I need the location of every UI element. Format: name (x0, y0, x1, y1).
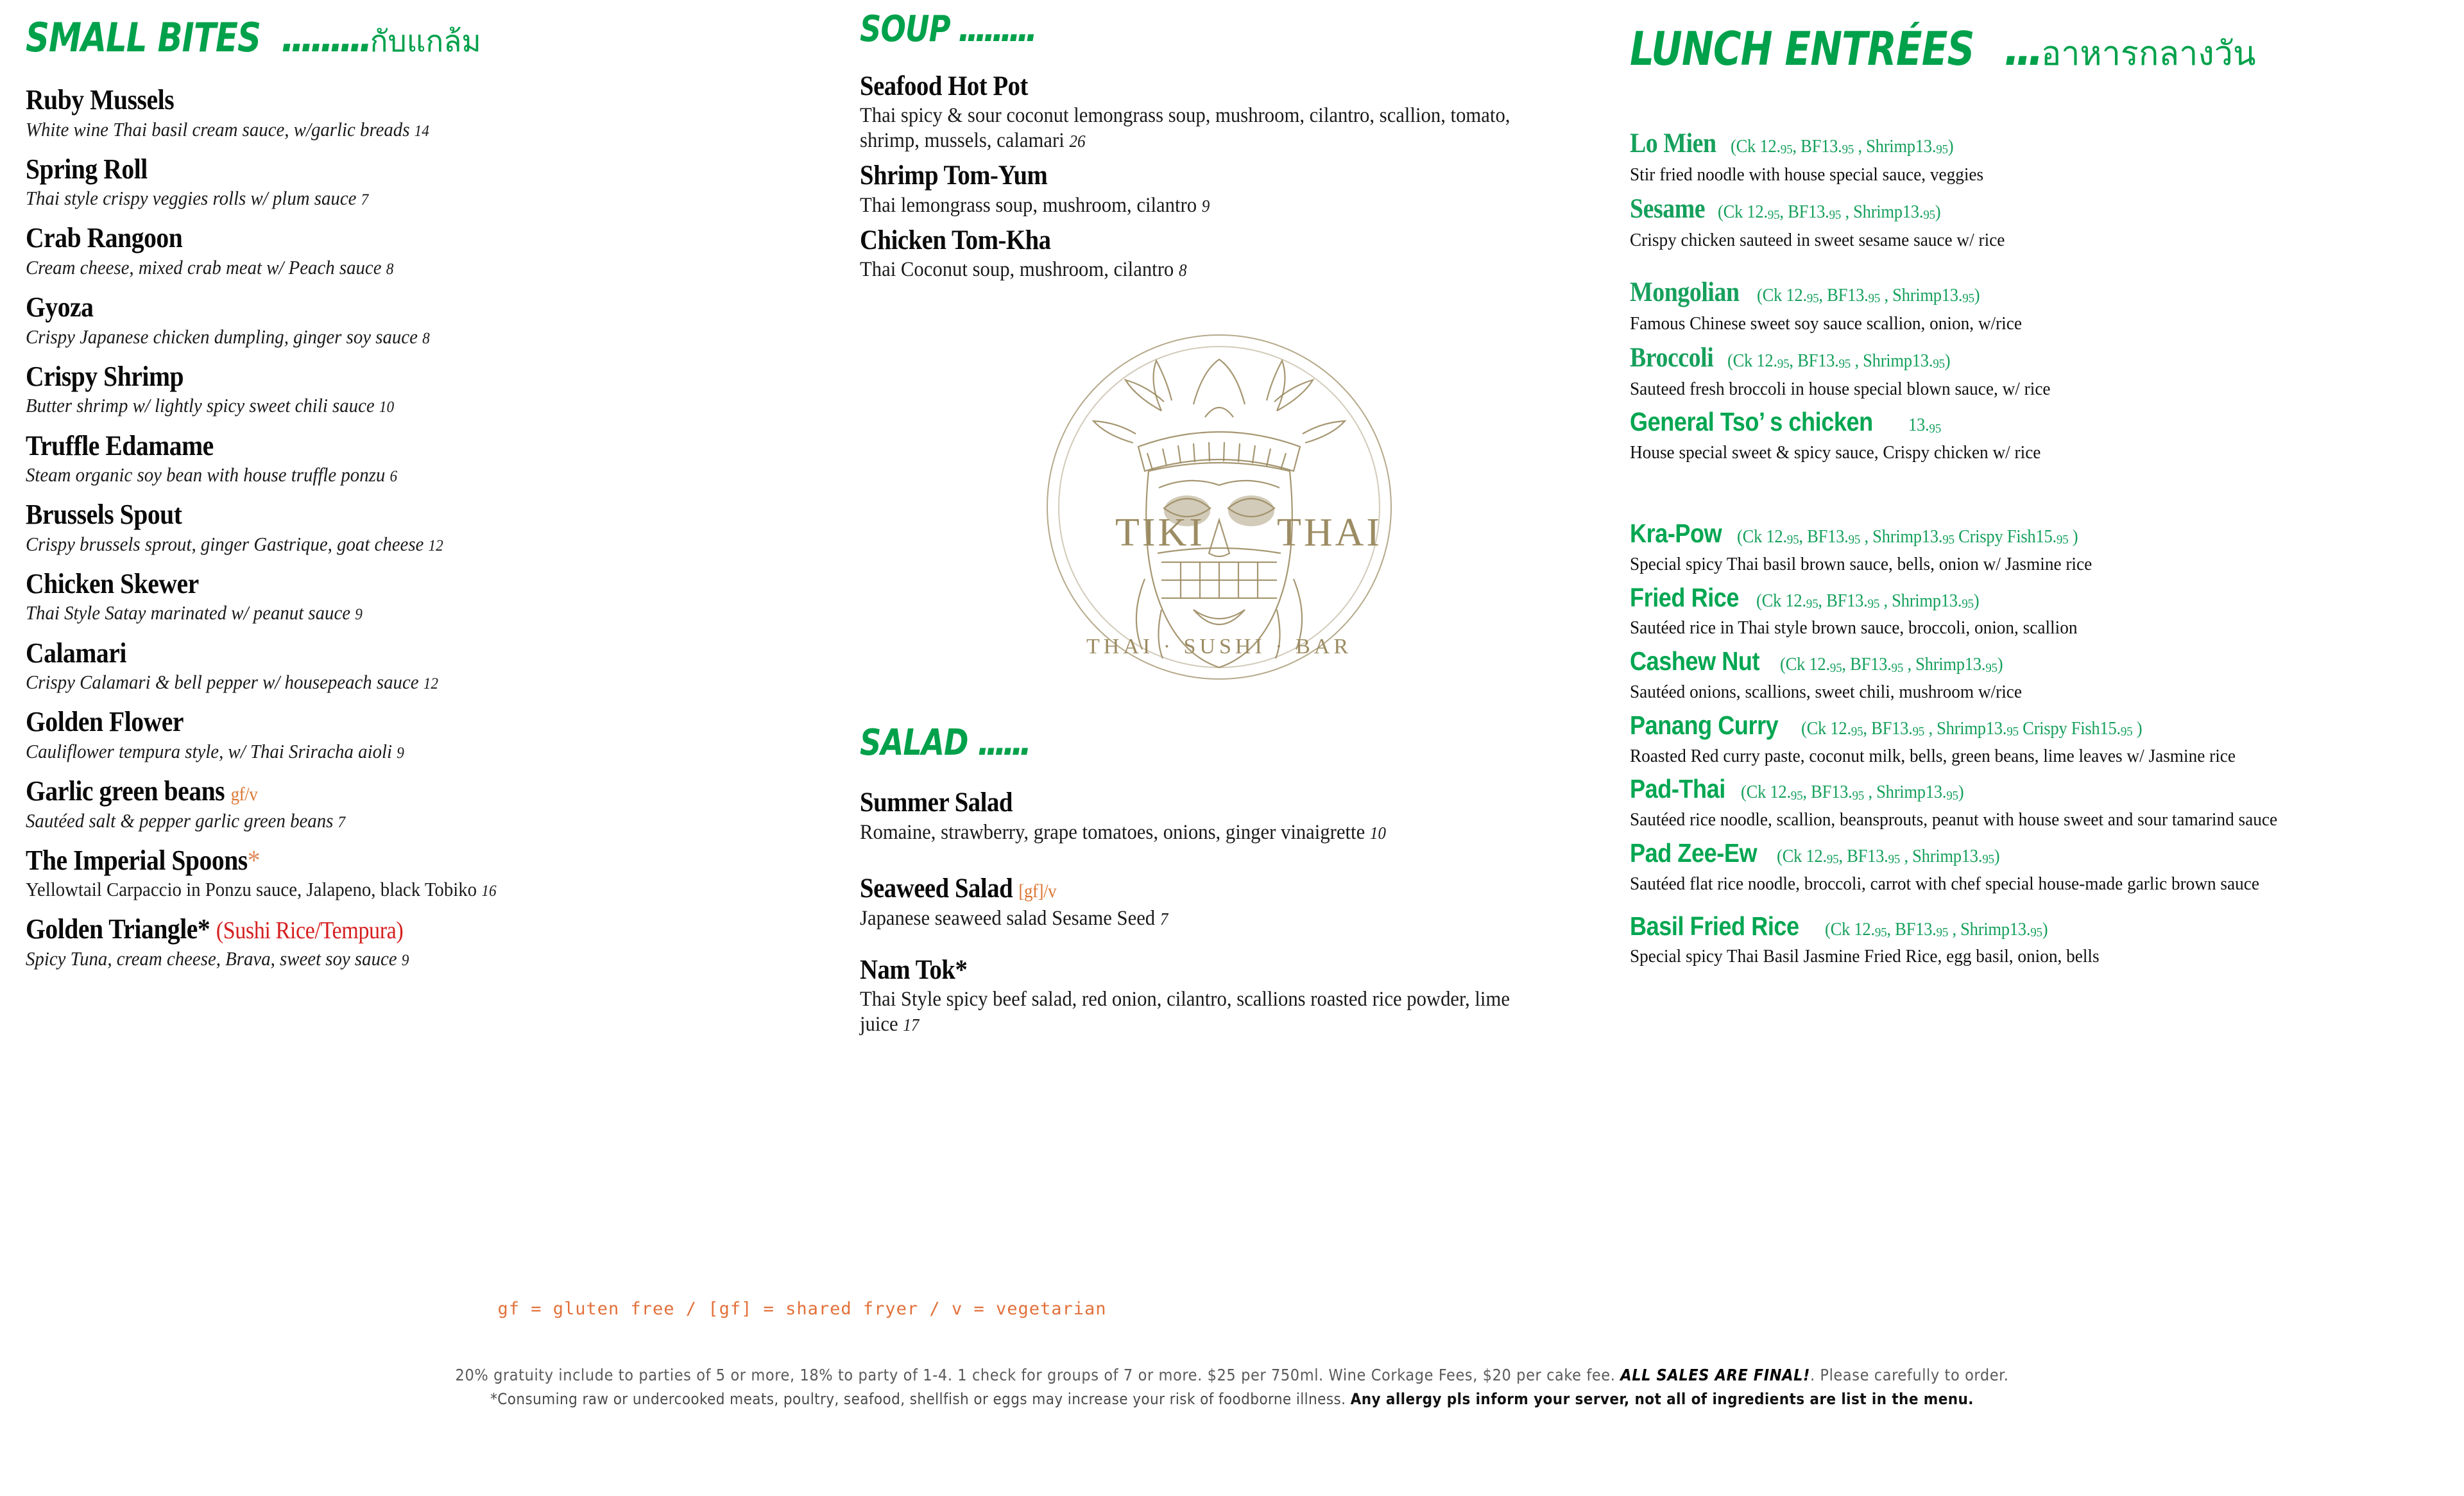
tiki-thai-logo-icon (1001, 327, 1437, 687)
dish-name: Seafood Hot Pot (860, 71, 1028, 101)
dish-price: 16 (481, 882, 497, 900)
dish-price: 9 (1201, 196, 1210, 216)
dish-desc-text: Thai Style Satay marinated w/ peanut sauce (26, 601, 351, 624)
entree-description: Special spicy Thai Basil Jasmine Fried Rice, egg basil, onion, bells (1630, 946, 2100, 967)
dish-price: 12 (428, 537, 443, 555)
section-title-en: SALAD (860, 722, 968, 764)
entree-name: Mongolian (1630, 277, 1740, 307)
dish-desc-text: Sautéed salt & pepper garlic green beans (26, 809, 334, 832)
dish-desc-text: Thai Style spicy beef salad, red onion, cilantro, scallions roasted rice powder, lime juice (860, 988, 1510, 1036)
dish-description (26, 739, 754, 763)
dish-desc-text: Steam organic soy bean with house truffle ponzu (26, 463, 386, 486)
section-title-en: SOUP (860, 8, 950, 50)
dish-price: 6 (389, 468, 398, 486)
dish-desc-text: Thai lemongrass soup, mushroom, cilantro (860, 193, 1197, 217)
entree-description: Special spicy Thai basil brown sauce, bells, onion w/ Jasmine rice (1630, 553, 2092, 574)
section-title-thai: อาหารกลางวัน (2041, 35, 2256, 73)
dish-name: Gyoza (26, 291, 94, 323)
entree-heading (1630, 277, 2445, 308)
entree-name: Kra-Pow (1630, 518, 1722, 548)
entree-price: $13._{95}$ (1908, 415, 1942, 436)
dish-name-text: Seaweed Salad (860, 873, 1013, 904)
diet-tag: gf/v (230, 784, 258, 805)
entree-description: Sauteed fresh broccoli in house special blown sauce, w/ rice (1630, 378, 2051, 399)
dish-name-text: The Imperial Spoons (26, 844, 248, 876)
dish-name: Brussels Spout (26, 499, 182, 531)
entree-pad-thai (1630, 775, 2445, 832)
allergy-notice-text: Any allergy pls inform your server, not all of ingredients are list in the menu. (1350, 1390, 1974, 1408)
dish-desc-text: Japanese seaweed salad Sesame Seed (860, 906, 1156, 930)
dish-description (860, 257, 1528, 282)
dish-ruby-mussels (26, 85, 809, 141)
dish-desc-text: Crispy Japanese chicken dumpling, ginger soy sauce (26, 325, 418, 348)
dish-price: 8 (386, 260, 394, 278)
dish-name (26, 914, 730, 945)
entree-heading (1630, 711, 2445, 741)
section-title-en: LUNCH ENTRÉES (1630, 22, 1974, 76)
entree-price: (Ck $12._{95}$, $BF13._{95}$ , $Shrimp13._{95}$ Crispy $Fish15._{95}$ ) (1801, 718, 2143, 739)
dish-price: 8 (422, 329, 430, 347)
dish-desc-text: Crispy Calamari & bell pepper w/ housepeach sauce (26, 671, 419, 694)
dish-price: 12 (423, 675, 439, 693)
entree-name: Panang Curry (1630, 710, 1779, 740)
entree-heading (1630, 408, 2445, 437)
diet-tag: [gf]/v (1018, 881, 1057, 902)
section-title-thai: กับแกล้ม (370, 24, 481, 58)
dish-crab-rangoon (26, 223, 809, 279)
dish-description (26, 117, 754, 141)
dish-price: 10 (1369, 823, 1386, 843)
dish-description (26, 670, 754, 694)
dish-name (860, 874, 1507, 904)
entree-basil-fried-rice (1630, 912, 2445, 970)
dish-shrimp-tom-yum (860, 161, 1579, 218)
dish-description (860, 193, 1528, 218)
dish-description (860, 987, 1528, 1037)
dish-description (860, 906, 1528, 931)
dish-desc-text: Thai Coconut soup, mushroom, cilantro (860, 258, 1174, 282)
dish-description (26, 877, 754, 901)
dish-price: 8 (1178, 261, 1187, 280)
entree-name: Broccoli (1630, 342, 1714, 373)
dish-name: Ruby Mussels (26, 84, 175, 116)
dish-golden-flower (26, 707, 809, 763)
dish-description (26, 601, 754, 624)
entree-general-tsos-chicken (1630, 408, 2445, 465)
dish-desc-text: Cauliflower tempura style, w/ Thai Sriracha aioli (26, 739, 393, 762)
section-header-small-bites (26, 14, 809, 61)
dish-price: 7 (361, 191, 369, 209)
entree-price: (Ck $12._{95}$, $BF13._{95}$ , $Shrimp13._{95}$) (1741, 782, 1964, 803)
entree-description: Stir fried noodle with house special sauce, veggies (1630, 164, 1984, 185)
dish-spring-roll (26, 154, 809, 211)
section-header-soup (860, 8, 1579, 50)
dish-calamari (26, 638, 809, 694)
entree-price: (Ck $12._{95}$, $BF13._{95}$ , $Shrimp13._{95}$) (1727, 350, 1951, 371)
restaurant-logo (860, 327, 1579, 687)
entree-heading (1630, 343, 2445, 374)
dish-price: 7 (1159, 909, 1168, 929)
raw-asterisk-icon: * (247, 844, 261, 876)
dish-crispy-shrimp (26, 361, 809, 418)
dish-name: Truffle Edamame (26, 429, 214, 461)
dish-desc-text: Thai style crispy veggies rolls w/ plum sauce (26, 187, 357, 210)
raw-food-warning-line (0, 1390, 2464, 1408)
entree-heading (1630, 775, 2445, 804)
entree-name: Pad-Thai (1630, 774, 1725, 804)
dish-desc-text: Romaine, strawberry, grape tomatoes, onions, ginger vinaigrette (860, 820, 1365, 844)
entree-name: Sesame (1630, 193, 1706, 224)
entree-price: (Ck $12._{95}$, $BF13._{95}$ , $Shrimp13._{95}$) (1730, 137, 1954, 157)
dish-garlic-green-beans (26, 776, 809, 832)
entree-description: Roasted Red curry paste, coconut milk, bells, green beans, lime leaves w/ Jasmine rice (1630, 745, 2236, 766)
dish-seafood-hot-pot (860, 72, 1579, 153)
dish-chicken-skewer (26, 569, 809, 625)
section-title-dots: ......... (280, 14, 369, 61)
dish-desc-text: Yellowtail Carpaccio in Ponzu sauce, Jalapeno, black Tobiko (26, 878, 477, 901)
entree-heading (1630, 519, 2445, 549)
dietary-legend: gf = gluten free / [gf] = shared fryer / v = vegetarian (497, 1299, 1107, 1319)
dish-description (26, 393, 754, 417)
logo-word-thai: THAI (1277, 511, 1383, 555)
dish-name: Shrimp Tom-Yum (860, 160, 1048, 191)
dish-price: 7 (338, 813, 346, 831)
dish-name: Chicken Skewer (26, 567, 199, 599)
entree-description: Sautéed flat rice noodle, broccoli, carrot with chef special house-made garlic brown sauce (1630, 873, 2259, 894)
dish-gyoza (26, 292, 809, 348)
entree-name: Fried Rice (1630, 582, 1740, 612)
dish-desc-text: Spicy Tuna, cream cheese, Brava, sweet soy sauce (26, 947, 397, 970)
gratuity-policy-line (0, 1366, 2464, 1384)
dish-name: Crab Rangoon (26, 222, 183, 254)
dish-price: 26 (1069, 132, 1086, 151)
dish-desc-text: White wine Thai basil cream sauce, w/garlic breads (26, 117, 410, 141)
dish-truffle-edamame (26, 431, 809, 487)
dish-name (26, 776, 730, 807)
dish-price: 9 (401, 951, 409, 969)
dish-brussels-spout (26, 499, 809, 556)
section-title-dots: ... (2004, 22, 2040, 76)
dish-summer-salad (860, 788, 1579, 845)
section-header-lunch-entrees (1630, 22, 2445, 76)
entree-price: (Ck $12._{95}$, $BF13._{95}$ , $Shrimp13._{95}$) (1756, 590, 1980, 611)
dish-description (26, 325, 754, 348)
entree-broccoli (1630, 343, 2445, 402)
dish-name: Nam Tok* (860, 954, 968, 985)
entree-kra-pow (1630, 519, 2445, 577)
entree-heading (1630, 583, 2445, 613)
column-lunch-entrees (1604, 0, 2464, 976)
logo-tagline: THAI · SUSHI · BAR (1086, 635, 1352, 659)
dish-description (26, 463, 754, 486)
order-carefully-text: . Please carefully to order. (1810, 1366, 2009, 1384)
entree-price: (Ck $12._{95}$, $BF13._{95}$ , $Shrimp13._{95}$) (1718, 202, 1941, 223)
entree-cashew-nut (1630, 647, 2445, 705)
all-sales-final-text: ALL SALES ARE FINAL! (1620, 1366, 1810, 1384)
entree-name: General Tso’ s chicken (1630, 407, 1873, 437)
dish-chicken-tom-kha (860, 226, 1579, 282)
section-title-dots: ...... (977, 722, 1029, 764)
dish-name: Crispy Shrimp (26, 360, 184, 392)
gratuity-policy-text: 20% gratuity include to parties of 5 or more, 18% to party of 1-4. 1 check for groups of 7 or more. $25 per 750ml. Wine Corkage Fees, $20 per cake fee. (455, 1366, 1621, 1384)
dish-nam-tok (860, 956, 1579, 1037)
entree-price: (Ck $12._{95}$, $BF13._{95}$ , $Shrimp13._{95}$ Crispy $Fish15._{95}$ ) (1736, 526, 2078, 547)
dish-description (860, 820, 1528, 845)
entree-heading (1630, 912, 2445, 941)
dish-desc-text: Thai spicy & sour coconut lemongrass soup, mushroom, cilantro, scallion, tomato, shrimp, mussels, calamari (860, 104, 1510, 153)
dish-description (860, 103, 1528, 153)
entree-pad-zee-ew (1630, 839, 2445, 897)
entree-sesame (1630, 194, 2445, 253)
entree-description: Sautéed rice in Thai style brown sauce, broccoli, onion, scallion (1630, 617, 2078, 639)
dish-description (26, 947, 754, 970)
entree-fried-rice (1630, 583, 2445, 641)
dish-name: Golden Flower (26, 706, 184, 738)
dish-desc-text: Butter shrimp w/ lightly spicy sweet chili sauce (26, 394, 375, 417)
entree-name: Lo Mien (1630, 128, 1716, 159)
entree-price: (Ck $12._{95}$, $BF13._{95}$ , $Shrimp13._{95}$) (1756, 285, 1980, 306)
entree-description: Famous Chinese sweet soy sauce scallion, onion, w/rice (1630, 313, 2022, 334)
entree-heading (1630, 839, 2445, 868)
column-soup-salad (834, 0, 1604, 1045)
column-small-bites (0, 0, 834, 983)
section-header-salad (860, 722, 1579, 764)
dish-price: 10 (379, 399, 395, 417)
dish-imperial-spoons (26, 845, 809, 902)
logo-word-tiki: TIKI (1115, 511, 1205, 555)
dish-description (26, 532, 754, 556)
dish-name: Spring Roll (26, 153, 148, 185)
entree-description: Crispy chicken sauteed in sweet sesame sauce w/ rice (1630, 230, 2005, 250)
dish-price: 9 (397, 744, 404, 762)
dish-name-note: (Sushi Rice/Tempura) (216, 917, 404, 945)
dish-price: 14 (414, 122, 429, 140)
dish-name: Calamari (26, 637, 126, 669)
dish-price: 9 (355, 606, 363, 624)
entree-description: Sautéed rice noodle, scallion, beansprouts, peanut with house sweet and sour tamarind sauce (1630, 809, 2278, 830)
entree-description: House special sweet & spicy sauce, Crispy chicken w/ rice (1630, 442, 2041, 463)
section-title-en: SMALL BITES (26, 14, 261, 61)
entree-panang-curry (1630, 711, 2445, 769)
entree-name: Pad Zee-Ew (1630, 838, 1758, 868)
dish-price: 17 (903, 1015, 920, 1035)
entree-price: (Ck $12._{95}$, $BF13._{95}$ , $Shrimp13._{95}$) (1777, 846, 2000, 867)
dish-desc-text: Cream cheese, mixed crab meat w/ Peach sauce (26, 255, 382, 279)
raw-food-warning-text: *Consuming raw or undercooked meats, poultry, seafood, shellfish or eggs may increase your risk of foodborne illness. (490, 1390, 1351, 1408)
dish-description (26, 255, 754, 279)
dish-name: Chicken Tom-Kha (860, 225, 1051, 255)
dish-name-text: Golden Triangle* (26, 913, 210, 945)
entree-lo-mien (1630, 128, 2445, 187)
entree-name: Basil Fried Rice (1630, 911, 1799, 941)
entree-price: (Ck $12._{95}$, $BF13._{95}$ , $Shrimp13._{95}$) (1824, 919, 2048, 940)
entree-heading (1630, 647, 2445, 676)
entree-price: (Ck $12._{95}$, $BF13._{95}$ , $Shrimp13._{95}$) (1779, 655, 2003, 675)
dish-desc-text: Crispy brussels sprout, ginger Gastrique, goat cheese (26, 532, 424, 555)
dish-name: Summer Salad (860, 787, 1013, 818)
entree-heading (1630, 194, 2445, 225)
dish-name (26, 845, 730, 876)
dish-seaweed-salad (860, 874, 1579, 931)
dish-description (26, 809, 754, 832)
section-title-dots: ......... (957, 8, 1034, 50)
dish-description (26, 186, 754, 210)
entree-description: Sautéed onions, scallions, sweet chili, mushroom w/rice (1630, 682, 2022, 703)
dish-golden-triangle (26, 914, 809, 970)
entree-heading (1630, 128, 2445, 159)
dish-name-text: Garlic green beans (26, 775, 225, 807)
entree-mongolian (1630, 277, 2445, 336)
entree-name: Cashew Nut (1630, 646, 1760, 676)
